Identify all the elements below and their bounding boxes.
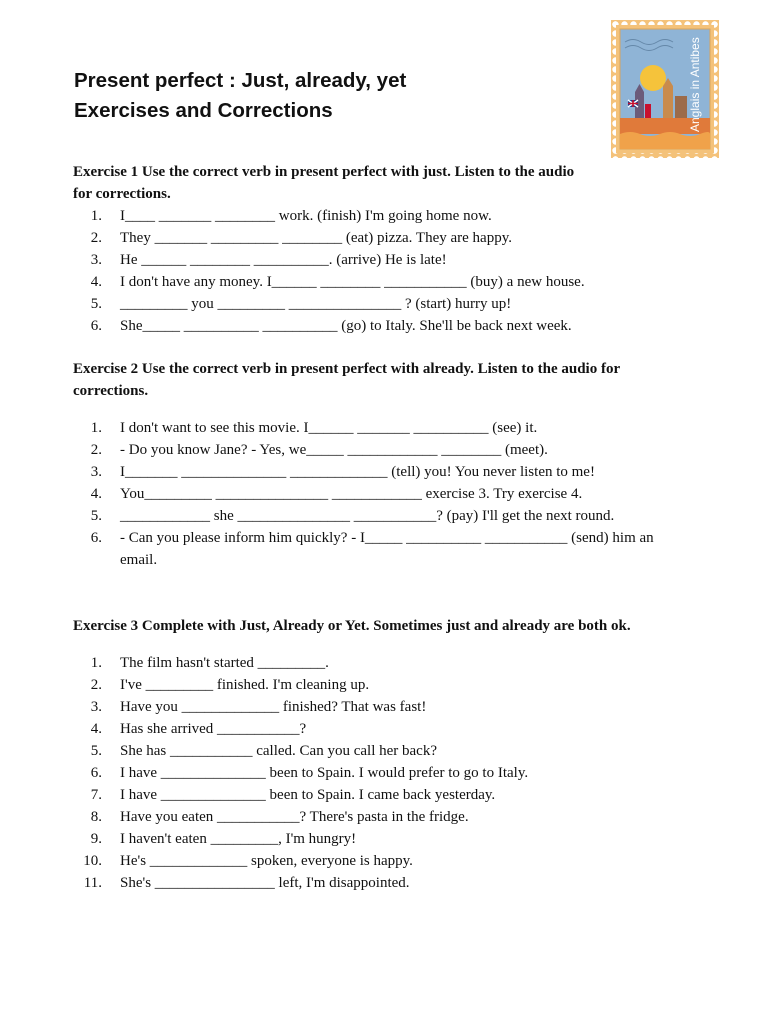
list-item <box>73 505 650 527</box>
list-item <box>73 696 713 718</box>
exercise-3-list <box>73 652 713 894</box>
item-number: 5. <box>90 743 102 759</box>
item-number: 5. <box>90 296 102 312</box>
item-text: He's _____________ spoken, everyone is happy. <box>120 853 413 869</box>
list-item <box>73 315 713 337</box>
exercise-2 <box>73 358 713 571</box>
item-text: I don't have any money. I______ ________ ___________ (buy) a new house. <box>120 274 585 290</box>
item-number: 3. <box>90 252 102 268</box>
list-item <box>73 205 713 227</box>
stamp-logo <box>611 20 719 158</box>
item-number: 4. <box>90 486 102 502</box>
exercise-3-heading: Exercise 3 Complete with Just, Already or Yet. Sometimes just and already are both ok. <box>73 618 631 634</box>
item-text: _________ you _________ _______________ ? (start) hurry up! <box>120 296 512 312</box>
exercise-2-heading: Exercise 2 Use the correct verb in present perfect with already. Listen to the audio for corrections. <box>73 361 620 399</box>
title-line-2: Exercises and Corrections <box>74 99 333 122</box>
list-item <box>73 652 713 674</box>
item-text: I don't want to see this movie. I______ _______ __________ (see) it. <box>120 420 538 436</box>
item-text: I have ______________ been to Spain. I would prefer to go to Italy. <box>120 765 529 781</box>
item-text: Have you eaten ___________? There's pasta in the fridge. <box>120 809 469 825</box>
list-item <box>73 674 713 696</box>
item-number: 2. <box>90 442 102 458</box>
item-text: She_____ __________ __________ (go) to Italy. She'll be back next week. <box>120 318 572 334</box>
item-text: I have ______________ been to Spain. I came back yesterday. <box>120 787 496 803</box>
item-number: 9. <box>90 831 102 847</box>
item-number: 8. <box>90 809 102 825</box>
list-item <box>73 417 713 439</box>
item-text: They _______ _________ ________ (eat) pizza. They are happy. <box>120 230 512 246</box>
list-item <box>73 828 713 850</box>
title-line-1: Present perfect : Just, already, yet <box>74 69 407 92</box>
list-item <box>73 271 713 293</box>
item-text: I_______ ______________ _____________ (tell) you! You never listen to me! <box>120 464 595 480</box>
item-number: 2. <box>90 677 102 693</box>
item-number: 3. <box>90 464 102 480</box>
stamp-caption: Anglais in Antibes <box>688 37 702 132</box>
exercise-1-heading: Exercise 1 Use the correct verb in present perfect with just. Listen to the audio for corrections. <box>73 164 575 202</box>
list-item <box>73 461 713 483</box>
item-text: I haven't eaten _________, I'm hungry! <box>120 831 357 847</box>
list-item <box>73 740 713 762</box>
item-number: 6. <box>90 318 102 334</box>
item-text: She has ___________ called. Can you call her back? <box>120 743 437 759</box>
item-number: 10. <box>83 853 102 869</box>
item-number: 1. <box>90 655 102 671</box>
list-item <box>73 483 713 505</box>
item-number: 11. <box>83 875 102 891</box>
list-item <box>73 872 713 894</box>
item-text: He ______ ________ __________. (arrive) He is late! <box>120 252 447 268</box>
list-item <box>73 850 713 872</box>
item-number: 1. <box>90 420 102 436</box>
item-number: 6. <box>90 530 102 546</box>
item-number: 3. <box>90 699 102 715</box>
list-item <box>73 249 713 271</box>
item-text: Have you _____________ finished? That was fast! <box>120 699 427 715</box>
item-number: 4. <box>90 274 102 290</box>
item-number: 2. <box>90 230 102 246</box>
item-text: Has she arrived ___________? <box>120 721 307 737</box>
item-number: 1. <box>90 208 102 224</box>
list-item <box>73 439 713 461</box>
list-item <box>73 784 713 806</box>
item-text: - Can you please inform him quickly? - I_____ __________ ___________ (send) him an email. <box>120 530 654 568</box>
exercise-1-list <box>73 205 713 337</box>
list-item <box>73 762 713 784</box>
list-item <box>73 527 690 571</box>
item-text: She's ________________ left, I'm disappointed. <box>120 875 410 891</box>
item-number: 6. <box>90 765 102 781</box>
item-text: I've _________ finished. I'm cleaning up. <box>120 677 370 693</box>
item-text: ____________ she _______________ ___________? (pay) I'll get the next round. <box>120 508 615 524</box>
item-text: I____ _______ ________ work. (finish) I'm going home now. <box>120 208 492 224</box>
page-title <box>74 66 406 126</box>
exercise-1 <box>73 161 713 337</box>
list-item <box>73 293 713 315</box>
item-number: 7. <box>90 787 102 803</box>
list-item <box>73 806 713 828</box>
exercise-3 <box>73 615 713 894</box>
item-text: The film hasn't started _________. <box>120 655 329 671</box>
item-number: 5. <box>90 508 102 524</box>
item-text: - Do you know Jane? - Yes, we_____ ____________ ________ (meet). <box>120 442 548 458</box>
exercise-2-list <box>73 417 713 571</box>
stamp-illustration <box>611 20 719 158</box>
list-item <box>73 227 713 249</box>
list-item <box>73 718 713 740</box>
item-number: 4. <box>90 721 102 737</box>
item-text: You_________ _______________ ____________ exercise 3. Try exercise 4. <box>120 486 583 502</box>
